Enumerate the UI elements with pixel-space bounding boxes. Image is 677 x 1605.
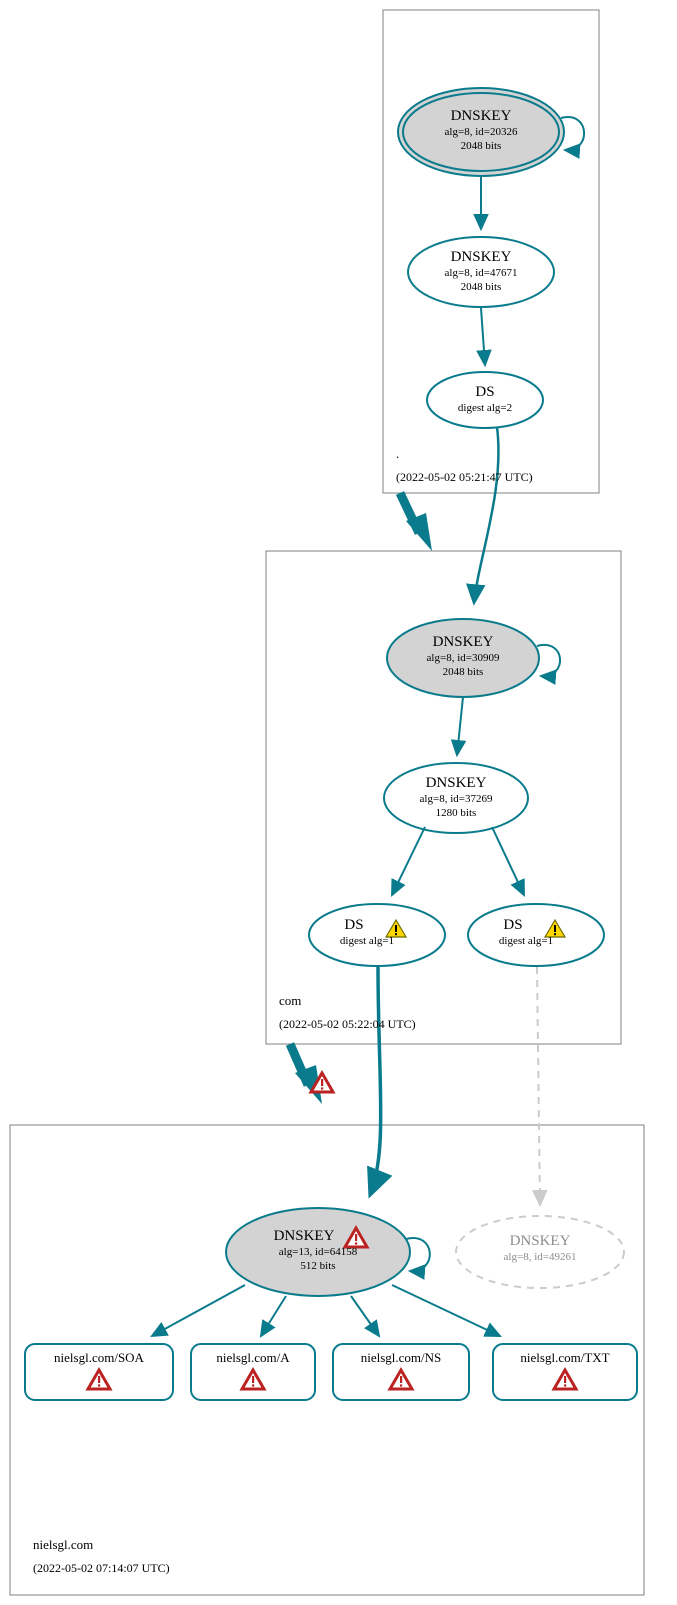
node-nielsgl-key-64158-title: DNSKEY (273, 1228, 335, 1244)
node-root-ksk-inner (403, 93, 559, 171)
node-com-ds-2-title: DS (503, 917, 523, 933)
node-root-ds-line2: digest alg=2 (457, 402, 513, 414)
node-root-zsk-title: DNSKEY (450, 249, 512, 265)
edge-key-to-ns (351, 1296, 379, 1336)
node-root-ksk-line3: 2048 bits (460, 140, 502, 152)
node-nielsgl-key-64158-line3: 512 bits (300, 1260, 336, 1272)
node-nielsgl-key-64158-line2: alg=13, id=64158 (278, 1246, 358, 1258)
zone-date-com: (2022-05-02 05:22:04 UTC) (279, 1017, 416, 1031)
rrset-label-a: nielsgl.com/A (216, 1350, 290, 1365)
node-com-ksk-title: DNSKEY (432, 634, 494, 650)
rrset-label-ns: nielsgl.com/NS (360, 1350, 442, 1365)
edge-com-zsk-to-ds-2 (492, 827, 524, 895)
node-nielsgl-key-49261-line2: alg=8, id=49261 (503, 1251, 577, 1263)
edge-com-ksk-to-zsk (457, 697, 463, 755)
edge-com-zsk-to-ds-1 (392, 827, 425, 895)
zone-label-root: . (396, 446, 400, 461)
node-root-ksk-title: DNSKEY (450, 108, 512, 124)
zone-label-com: com (279, 993, 302, 1008)
edge-root-ds-to-com-ksk (474, 427, 498, 603)
node-com-zsk (384, 763, 528, 833)
node-nielsgl-key-64158 (226, 1208, 410, 1296)
zone-date-root: (2022-05-02 05:21:47 UTC) (396, 470, 533, 484)
node-nielsgl-key-49261-title: DNSKEY (509, 1233, 571, 1249)
rrset-label-txt: nielsgl.com/TXT (520, 1350, 610, 1365)
node-nielsgl-key-49261 (456, 1216, 624, 1288)
node-com-zsk-title: DNSKEY (425, 775, 487, 791)
node-com-ds-2-line2: digest alg=1 (498, 935, 554, 947)
node-com-ksk-line2: alg=8, id=30909 (426, 652, 500, 664)
edge-com-ds1-to-nielsgl-key (370, 966, 381, 1195)
rrset-label-soa: nielsgl.com/SOA (54, 1350, 144, 1365)
edge-com-ksk-self (537, 645, 560, 676)
node-root-zsk-line3: 2048 bits (460, 281, 502, 293)
node-root-zsk (408, 237, 554, 307)
edge-com-ds2-to-insecure-key (537, 967, 540, 1205)
node-root-ksk-line2: alg=8, id=20326 (444, 126, 518, 138)
edge-key-to-txt (392, 1285, 500, 1336)
node-com-ds-1-title: DS (344, 917, 364, 933)
node-root-ds (427, 372, 543, 428)
node-root-zsk-line2: alg=8, id=47671 (444, 267, 518, 279)
node-com-ksk (387, 619, 539, 697)
node-com-zsk-line2: alg=8, id=37269 (419, 793, 493, 805)
node-com-ds-2 (468, 904, 604, 966)
node-com-zsk-line3: 1280 bits (435, 807, 477, 819)
edge-root-zsk-to-ds (481, 308, 485, 365)
node-root-ds-title: DS (475, 384, 495, 400)
node-com-ds-1-line2: digest alg=1 (339, 935, 395, 947)
zone-date-nielsgl: (2022-05-02 07:14:07 UTC) (33, 1561, 170, 1575)
edge-key-to-soa (152, 1285, 245, 1336)
zone-label-nielsgl: nielsgl.com (33, 1537, 94, 1552)
edge-key-to-a (261, 1296, 286, 1336)
node-com-ksk-line3: 2048 bits (442, 666, 484, 678)
node-com-ds-1 (309, 904, 445, 966)
